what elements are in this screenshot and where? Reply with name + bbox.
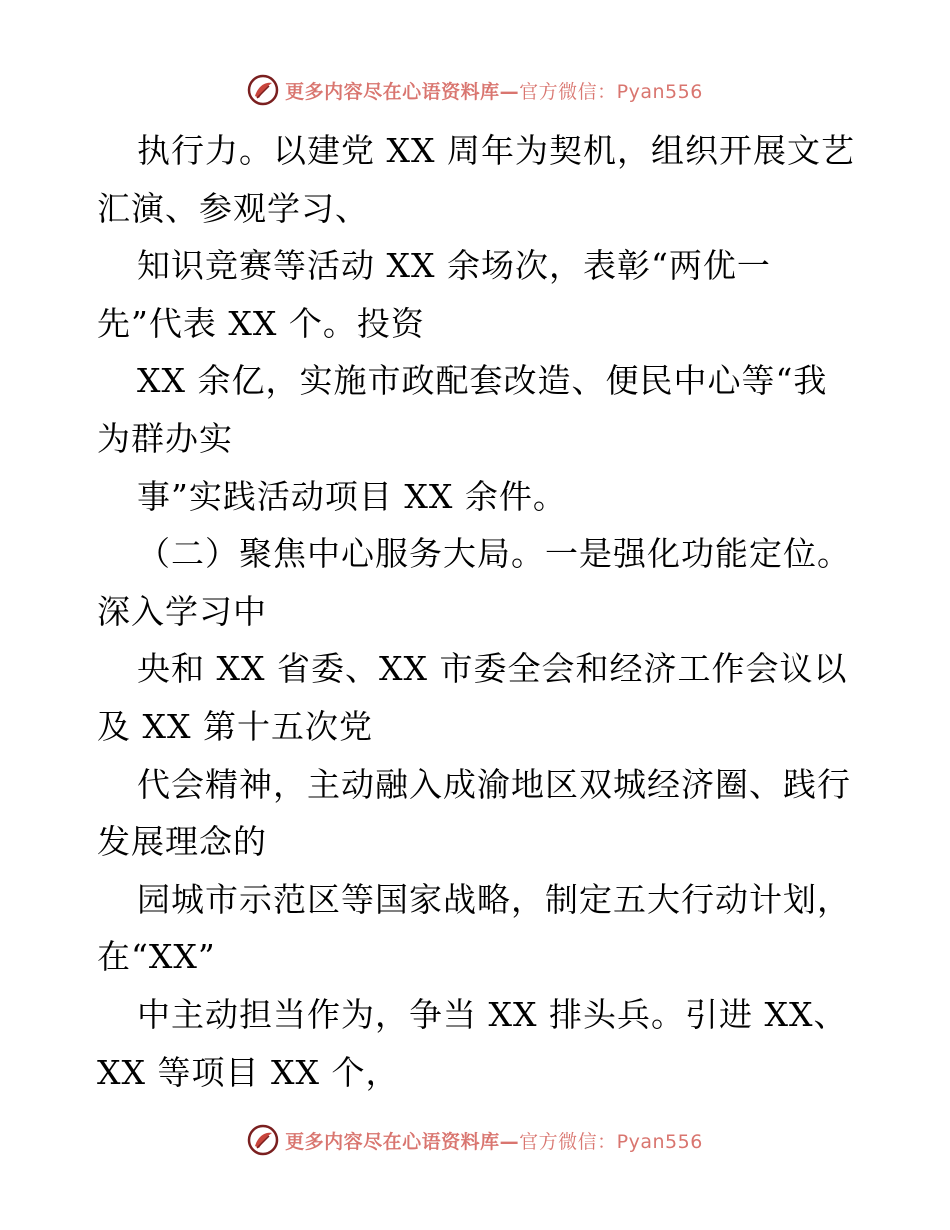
document-body — [97, 122, 877, 1101]
logo-icon — [247, 74, 279, 106]
body-line: 深入学习中 — [97, 591, 267, 631]
body-line: 及 XX 第十五次党 — [97, 706, 373, 746]
header-banner — [0, 70, 950, 110]
body-line: 发展理念的 — [97, 822, 267, 862]
footer-banner-main: 更多内容尽在心语资料库 — [285, 1130, 500, 1153]
body-line: 中主动担当作为，争当 XX 排头兵。引进 XX、 — [137, 994, 848, 1034]
body-line: （二）聚焦中心服务大局。一是强化功能定位。 — [137, 534, 851, 574]
body-line: 汇演、参观学习、 — [97, 188, 369, 228]
body-line: 央和 XX 省委、XX 市委全会和经济工作会议以 — [137, 649, 848, 689]
header-banner-sep: — — [499, 80, 520, 103]
body-line: XX 等项目 XX 个， — [97, 1052, 400, 1092]
body-line: 在“XX” — [97, 937, 216, 977]
body-line: 事”实践活动项目 XX 余件。 — [137, 476, 567, 516]
logo-icon — [247, 1124, 279, 1156]
body-line: 为群办实 — [97, 418, 233, 458]
body-line: 执行力。以建党 XX 周年为契机，组织开展文艺 — [137, 131, 855, 170]
body-line: 先”代表 XX 个。投资 — [97, 303, 425, 343]
body-line: 园城市示范区等国家战略，制定五大行动计划， — [137, 879, 851, 919]
body-line: 代会精神，主动融入成渝地区双城经济圈、践行 — [137, 764, 851, 804]
body-line: XX 余亿，实施市政配套改造、便民中心等“我 — [137, 361, 828, 401]
body-line: 知识竞赛等活动 XX 余场次，表彰“两优一 — [137, 246, 771, 286]
header-banner-main: 更多内容尽在心语资料库 — [285, 80, 500, 103]
footer-banner-sep: — — [499, 1130, 520, 1153]
footer-banner — [0, 1120, 950, 1160]
footer-banner-wechat: 官方微信：Pyan556 — [519, 1130, 703, 1153]
header-banner-wechat: 官方微信：Pyan556 — [519, 80, 703, 103]
